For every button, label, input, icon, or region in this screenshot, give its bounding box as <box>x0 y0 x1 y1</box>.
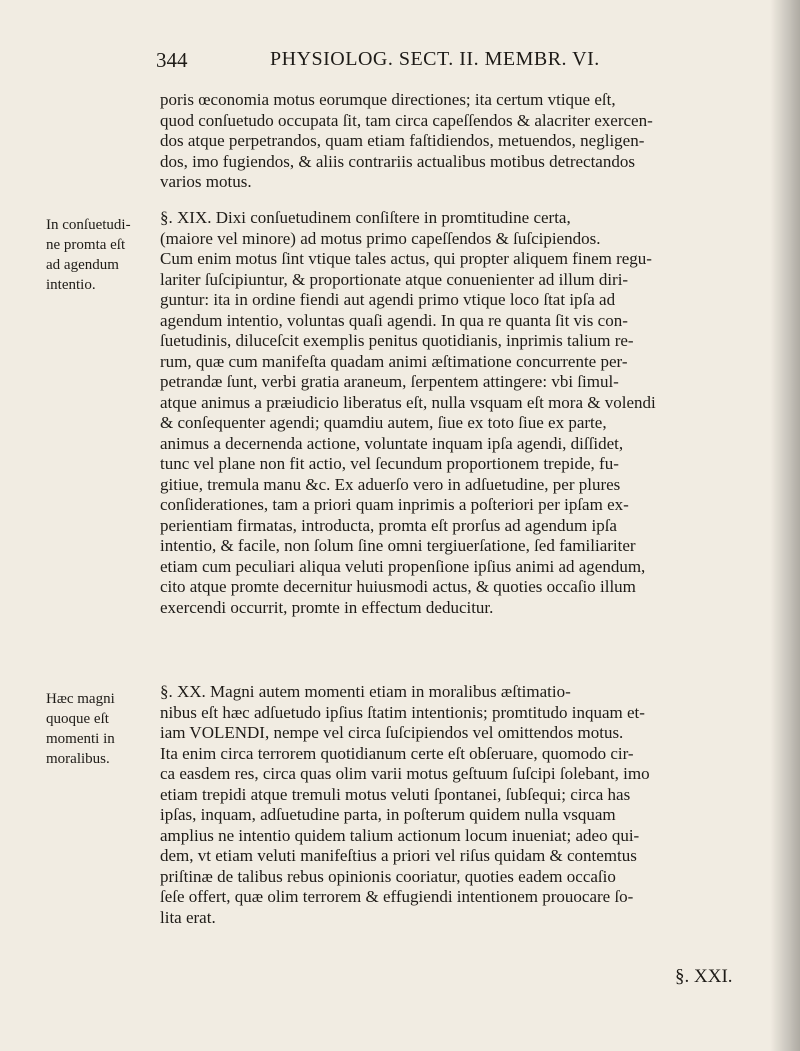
text-line: cito atque promte decernitur huiusmodi actus, & quoties occaſio illum <box>160 577 636 596</box>
text-line: & conſequenter agendi; quamdiu autem, ſiue ex toto ſiue ex parte, <box>160 413 607 432</box>
text-line: Ita enim circa terrorem quotidianum certe eſt obſeruare, quomodo cir- <box>160 743 634 763</box>
paragraph-section-xix <box>160 208 750 618</box>
margin-note-line: Hæc magni <box>46 691 115 707</box>
text-line: ipſas, inquam, adſuetudine parta, in poſterum quidem nulla vsquam <box>160 805 616 824</box>
text-line: priſtinæ de talibus rebus opinionis cooriatur, quoties eadem occaſio <box>160 866 616 886</box>
paragraph-continuation <box>160 90 750 193</box>
text-line: petrandæ ſunt, verbi gratia araneum, ſerpentem attingere: vbi ſimul- <box>160 372 619 391</box>
text-line: nibus eſt hæc adſuetudo ipſius ſtatim intentionis; promtitudo inquam et- <box>160 702 645 722</box>
margin-note-moralibus <box>46 689 150 769</box>
text-line: lita erat. <box>160 907 216 927</box>
margin-note-line: moralibus. <box>46 751 110 767</box>
text-line: varios motus. <box>160 172 252 191</box>
margin-note-line: momenti in <box>46 731 115 747</box>
text-line: guntur: ita in ordine fiendi aut agendi primo vtique loco ſtat ipſa ad <box>160 290 616 309</box>
text-line: rum, quæ cum manifeſta quadam animi æſtimatione concurrente per- <box>160 351 628 371</box>
text-line: §. XIX. Dixi conſuetudinem conſiſtere in promtitudine certa, <box>160 208 571 227</box>
margin-note-line: ad agendum <box>46 257 119 273</box>
text-line: gitiue, tremula manu &c. Ex aduerſo vero in adſuetudine, per plures <box>160 474 621 494</box>
margin-note-line: quoque eſt <box>46 711 109 727</box>
text-line: conſiderationes, tam a priori quam inprimis a poſteriori per ipſam ex- <box>160 495 629 514</box>
text-line: ſuetudinis, dilucеſcit exemplis penitus quotidianis, inprimis talium re- <box>160 331 634 350</box>
text-line: exercendi occurrit, promte in effectum deducitur. <box>160 597 494 617</box>
text-line: tunc vel plane non fit actio, vel ſecundum proportionem trepide, fu- <box>160 454 619 473</box>
text-line: dos, imo fugiendos, & aliis contrariis actualibus motibus detrectandos <box>160 151 635 171</box>
running-head: PHYSIOLOG. SECT. II. MEMBR. VI. <box>270 48 600 70</box>
text-line: ſeſe offert, quæ olim terrorem & effugiendi intentionem prouocare ſo- <box>160 887 634 906</box>
text-line: dos atque perpetrandos, quam etiam faſtidiendos, metuendos, negligen- <box>160 131 645 150</box>
text-line: etiam cum peculiari aliqua veluti propenſione ipſius animi ad agendum, <box>160 556 646 576</box>
text-line: ca easdem res, circa quas olim varii motus geſtuum ſuſcipi ſolebant, imo <box>160 764 650 783</box>
catchword: §. XXI. <box>675 966 733 987</box>
margin-note-consuetudine <box>46 215 150 295</box>
paragraph-section-xx <box>160 682 750 928</box>
text-line: §. XX. Magni autem momenti etiam in moralibus æſtimatio- <box>160 682 571 701</box>
page-number: 344 <box>156 48 188 72</box>
text-line: atque animus a præiudicio liberatus eſt, nulla vsquam eſt mora & volendi <box>160 392 656 412</box>
text-line: dem, vt etiam veluti manifeſtius a priori vel riſus quidam & contemtus <box>160 846 637 865</box>
text-line: etiam trepidi atque tremuli motus veluti ſpontanei, ſubſequi; circa has <box>160 784 631 804</box>
margin-note-line: In conſuetudi- <box>46 217 131 233</box>
text-line: intentio, & facile, non ſolum ſine omni tergiuerſatione, ſed familiariter <box>160 536 636 555</box>
margin-note-line: intentio. <box>46 277 96 293</box>
text-line: quod conſuetudo occupata ſit, tam circa capeſſendos & alacriter exercen- <box>160 110 653 130</box>
text-line: poris œconomia motus eorumque directiones; ita certum vtique eſt, <box>160 90 616 109</box>
margin-note-line: ne promta eſt <box>46 237 126 253</box>
text-line: Cum enim motus ſint vtique tales actus, qui propter aliquem finem regu- <box>160 249 652 268</box>
page-header <box>0 48 800 78</box>
text-line: animus a decernenda actione, voluntate inquam ipſa agendi, diſſidet, <box>160 433 624 453</box>
text-line: (maiore vel minore) ad motus primo capeſſendos & ſuſcipiendos. <box>160 228 601 248</box>
text-line: iam VOLENDI, nempe vel circa ſuſcipiendos vel omittendos motus. <box>160 723 624 742</box>
text-line: agendum intentio, voluntas quaſi agendi. In qua re quanta ſit vis con- <box>160 310 628 330</box>
page-edge-shadow <box>770 0 800 1051</box>
text-line: lariter ſuſcipiuntur, & proportionate atque conuenienter ad illum diri- <box>160 269 629 289</box>
text-line: amplius ne intentio quidem talium actionum locum inueniat; adeo qui- <box>160 825 640 845</box>
text-line: perientiam firmatas, introducta, promta eſt prorſus ad agendum ipſa <box>160 515 617 535</box>
